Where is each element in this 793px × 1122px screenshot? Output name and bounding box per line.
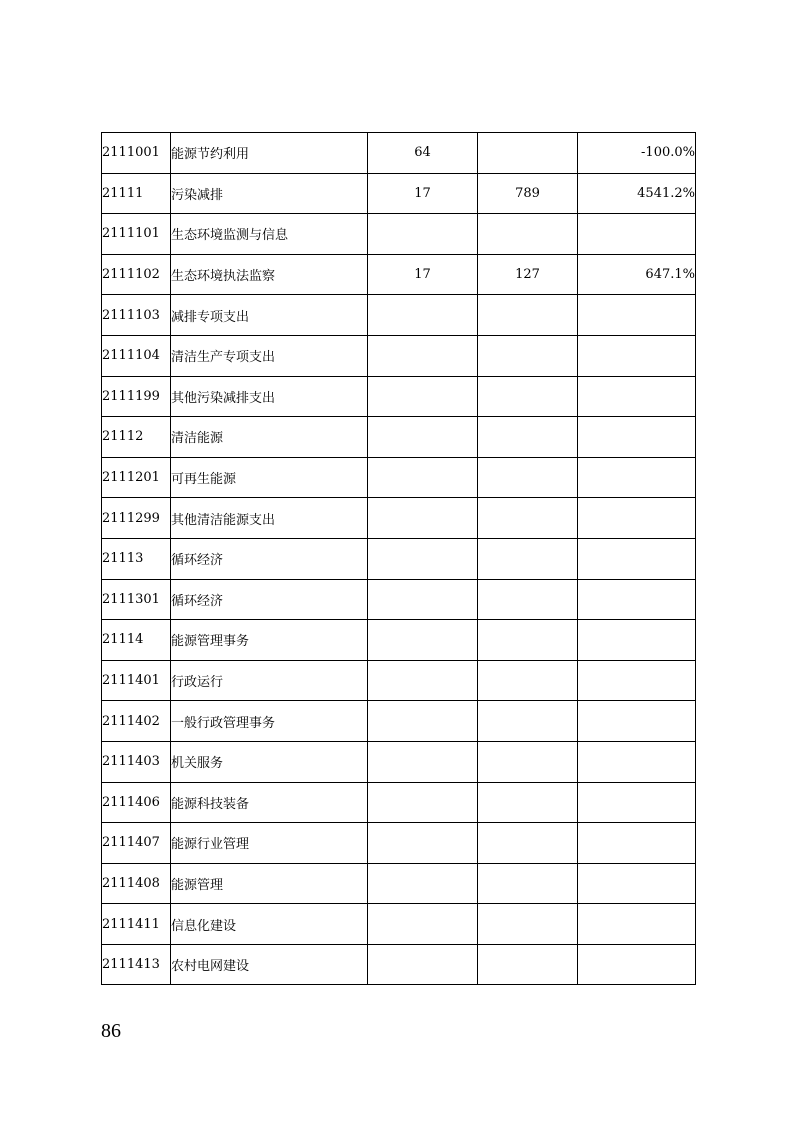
cell-value-1 <box>368 538 478 579</box>
cell-value-1 <box>368 660 478 701</box>
cell-code: 2111104 <box>102 335 171 376</box>
table-row <box>102 579 696 620</box>
cell-name: 能源管理 <box>171 863 368 904</box>
cell-value-2 <box>478 863 578 904</box>
cell-change-pct: 647.1% <box>578 254 696 295</box>
cell-value-1 <box>368 295 478 336</box>
cell-name: 能源行业管理 <box>171 823 368 864</box>
cell-value-2 <box>478 133 578 174</box>
cell-value-1 <box>368 782 478 823</box>
cell-value-1 <box>368 701 478 742</box>
cell-change-pct <box>578 620 696 661</box>
cell-code: 2111103 <box>102 295 171 336</box>
budget-table-body <box>102 133 696 985</box>
cell-change-pct <box>578 579 696 620</box>
cell-change-pct <box>578 538 696 579</box>
cell-name: 可再生能源 <box>171 457 368 498</box>
cell-change-pct <box>578 295 696 336</box>
cell-value-2 <box>478 944 578 985</box>
cell-change-pct <box>578 863 696 904</box>
cell-value-2 <box>478 538 578 579</box>
cell-code: 2111001 <box>102 133 171 174</box>
cell-name: 减排专项支出 <box>171 295 368 336</box>
cell-code: 2111406 <box>102 782 171 823</box>
cell-value-2 <box>478 660 578 701</box>
cell-code: 2111403 <box>102 741 171 782</box>
cell-change-pct <box>578 498 696 539</box>
cell-change-pct <box>578 417 696 458</box>
table-row <box>102 133 696 174</box>
cell-value-1 <box>368 457 478 498</box>
cell-name: 循环经济 <box>171 538 368 579</box>
table-row <box>102 173 696 214</box>
cell-value-2 <box>478 782 578 823</box>
cell-value-2 <box>478 335 578 376</box>
cell-value-2: 789 <box>478 173 578 214</box>
table-row <box>102 782 696 823</box>
cell-value-2 <box>478 741 578 782</box>
cell-code: 21112 <box>102 417 171 458</box>
cell-value-2 <box>478 376 578 417</box>
cell-code: 2111401 <box>102 660 171 701</box>
cell-name: 其他清洁能源支出 <box>171 498 368 539</box>
cell-code: 2111199 <box>102 376 171 417</box>
cell-code: 21113 <box>102 538 171 579</box>
cell-name: 其他污染减排支出 <box>171 376 368 417</box>
cell-value-2 <box>478 417 578 458</box>
cell-name: 污染减排 <box>171 173 368 214</box>
cell-value-2 <box>478 579 578 620</box>
cell-value-1 <box>368 214 478 255</box>
cell-value-1 <box>368 335 478 376</box>
cell-value-1: 17 <box>368 254 478 295</box>
cell-change-pct <box>578 701 696 742</box>
cell-value-1 <box>368 579 478 620</box>
cell-value-2 <box>478 457 578 498</box>
cell-code: 2111411 <box>102 904 171 945</box>
cell-value-1 <box>368 944 478 985</box>
table-row <box>102 701 696 742</box>
cell-code: 2111407 <box>102 823 171 864</box>
cell-value-2 <box>478 295 578 336</box>
cell-code: 21114 <box>102 620 171 661</box>
cell-value-1 <box>368 417 478 458</box>
table-row <box>102 863 696 904</box>
cell-change-pct <box>578 457 696 498</box>
cell-change-pct <box>578 335 696 376</box>
table-row <box>102 538 696 579</box>
table-row <box>102 335 696 376</box>
page-number: 86 <box>101 1020 121 1042</box>
cell-value-1 <box>368 741 478 782</box>
cell-code: 21111 <box>102 173 171 214</box>
cell-value-1 <box>368 823 478 864</box>
cell-change-pct <box>578 660 696 701</box>
table-row <box>102 741 696 782</box>
table-row <box>102 214 696 255</box>
table-row <box>102 295 696 336</box>
cell-change-pct: -100.0% <box>578 133 696 174</box>
cell-name: 能源科技装备 <box>171 782 368 823</box>
cell-name: 清洁生产专项支出 <box>171 335 368 376</box>
cell-value-2 <box>478 620 578 661</box>
cell-name: 能源节约利用 <box>171 133 368 174</box>
cell-value-2 <box>478 904 578 945</box>
table-row <box>102 417 696 458</box>
cell-name: 农村电网建设 <box>171 944 368 985</box>
cell-name: 清洁能源 <box>171 417 368 458</box>
cell-code: 2111408 <box>102 863 171 904</box>
cell-code: 2111101 <box>102 214 171 255</box>
cell-change-pct <box>578 376 696 417</box>
cell-change-pct <box>578 214 696 255</box>
table-row <box>102 498 696 539</box>
cell-name: 能源管理事务 <box>171 620 368 661</box>
table-row <box>102 376 696 417</box>
cell-code: 2111402 <box>102 701 171 742</box>
table-row <box>102 457 696 498</box>
cell-code: 2111301 <box>102 579 171 620</box>
cell-name: 机关服务 <box>171 741 368 782</box>
cell-name: 信息化建设 <box>171 904 368 945</box>
cell-value-2 <box>478 701 578 742</box>
cell-change-pct <box>578 823 696 864</box>
cell-code: 2111102 <box>102 254 171 295</box>
cell-value-1 <box>368 376 478 417</box>
cell-code: 2111413 <box>102 944 171 985</box>
cell-name: 循环经济 <box>171 579 368 620</box>
table-row <box>102 944 696 985</box>
cell-value-1: 64 <box>368 133 478 174</box>
cell-change-pct <box>578 782 696 823</box>
cell-value-1 <box>368 498 478 539</box>
cell-value-1 <box>368 863 478 904</box>
cell-change-pct: 4541.2% <box>578 173 696 214</box>
table-row <box>102 254 696 295</box>
cell-value-1: 17 <box>368 173 478 214</box>
cell-name: 生态环境执法监察 <box>171 254 368 295</box>
cell-name: 行政运行 <box>171 660 368 701</box>
table-row <box>102 660 696 701</box>
cell-change-pct <box>578 741 696 782</box>
cell-value-2 <box>478 214 578 255</box>
cell-name: 一般行政管理事务 <box>171 701 368 742</box>
table-row <box>102 620 696 661</box>
cell-change-pct <box>578 944 696 985</box>
cell-value-1 <box>368 620 478 661</box>
cell-value-2 <box>478 823 578 864</box>
cell-change-pct <box>578 904 696 945</box>
budget-table <box>101 132 696 985</box>
table-row <box>102 823 696 864</box>
table-row <box>102 904 696 945</box>
cell-name: 生态环境监测与信息 <box>171 214 368 255</box>
cell-code: 2111299 <box>102 498 171 539</box>
cell-value-2: 127 <box>478 254 578 295</box>
cell-value-2 <box>478 498 578 539</box>
cell-code: 2111201 <box>102 457 171 498</box>
cell-value-1 <box>368 904 478 945</box>
